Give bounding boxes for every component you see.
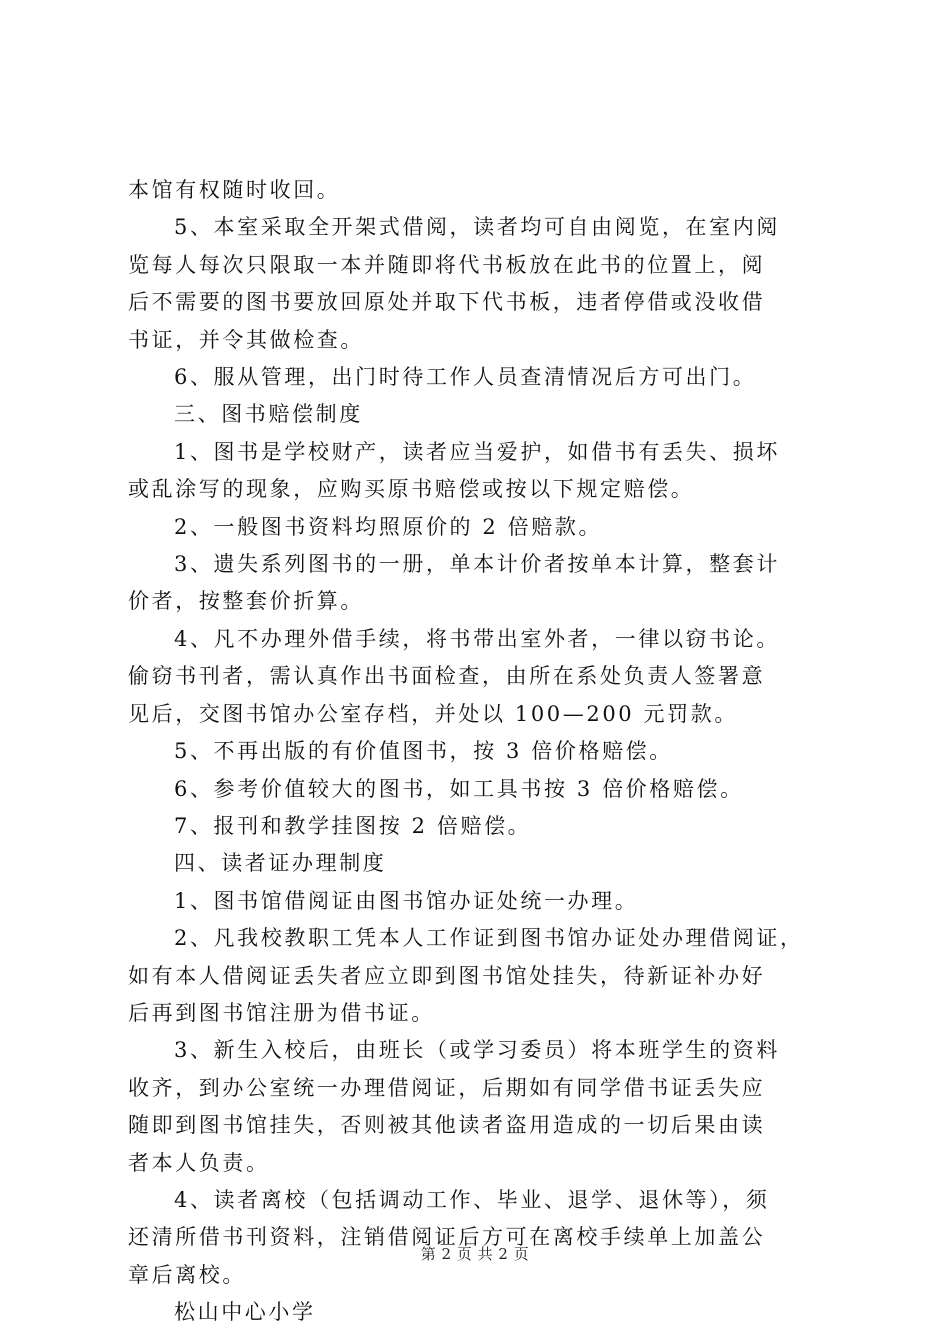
document-body — [128, 172, 828, 1332]
document-line: 或乱涂写的现象，应购买原书赔偿或按以下规定赔偿。 — [128, 477, 695, 502]
document-line: 随即到图书馆挂失，否则被其他读者盗用造成的一切后果由读 — [128, 1113, 766, 1138]
document-line: 三、图书赔偿制度 — [174, 402, 363, 427]
document-line: 3、遗失系列图书的一册，单本计价者按单本计算，整套计 — [174, 552, 780, 577]
document-line: 2、凡我校教职工凭本人工作证到图书馆办证处办理借阅证， — [174, 926, 804, 951]
document-line: 后不需要的图书要放回原处并取下代书板，违者停借或没收借 — [128, 290, 766, 315]
document-line: 者本人负责。 — [128, 1150, 270, 1175]
document-line: 价者，按整套价折算。 — [128, 589, 364, 614]
document-line: 如有本人借阅证丢失者应立即到图书馆处挂失，待新证补办好 — [128, 963, 766, 988]
document-line: 本馆有权随时收回。 — [128, 178, 341, 202]
document-line: 后再到图书馆注册为借书证。 — [128, 1000, 435, 1025]
document-line: 7、报刊和教学挂图按 2 倍赔偿。 — [174, 813, 532, 838]
document-line: 章后离校。 — [128, 1262, 246, 1287]
document-line: 览每人每次只限取一本并随即将代书板放在此书的位置上，阅 — [128, 252, 766, 277]
document-line: 偷窃书刊者，需认真作出书面检查，由所在系处负责人签署意 — [128, 664, 766, 689]
document-line: 见后，交图书馆办公室存档，并处以 100—200 元罚款。 — [128, 701, 738, 726]
document-line: 书证，并令其做检查。 — [128, 327, 364, 352]
document-line: 还清所借书刊资料，注销借阅证后方可在离校手续单上加盖公 — [128, 1225, 766, 1250]
document-line: 2、一般图书资料均照原价的 2 倍赔款。 — [174, 514, 603, 539]
document-line: 4、读者离校（包括调动工作、毕业、退学、退休等），须 — [174, 1187, 770, 1212]
document-line: 6、服从管理，出门时待工作人员查清情况后方可出门。 — [174, 365, 757, 390]
document-line: 5、本室采取全开架式借阅，读者均可自由阅览，在室内阅 — [174, 215, 780, 240]
document-line: 收齐，到办公室统一办理借阅证，后期如有同学借书证丢失应 — [128, 1075, 766, 1100]
document-line: 四、读者证办理制度 — [174, 851, 387, 876]
document-line: 松山中心小学 — [174, 1300, 316, 1325]
document-line: 1、图书馆借阅证由图书馆办证处统一办理。 — [174, 888, 639, 913]
document-line: 1、图书是学校财产，读者应当爱护，如借书有丢失、损坏 — [174, 439, 780, 464]
document-line: 4、凡不办理外借手续，将书带出室外者，一律以窃书论。 — [174, 626, 780, 651]
document-line: 5、不再出版的有价值图书，按 3 倍价格赔偿。 — [174, 739, 673, 764]
page-number-footer: 第 2 页 共 2 页 — [420, 1245, 530, 1263]
document-line: 3、新生入校后，由班长（或学习委员）将本班学生的资料 — [174, 1038, 780, 1063]
document-line: 6、参考价值较大的图书，如工具书按 3 倍价格赔偿。 — [174, 776, 744, 801]
